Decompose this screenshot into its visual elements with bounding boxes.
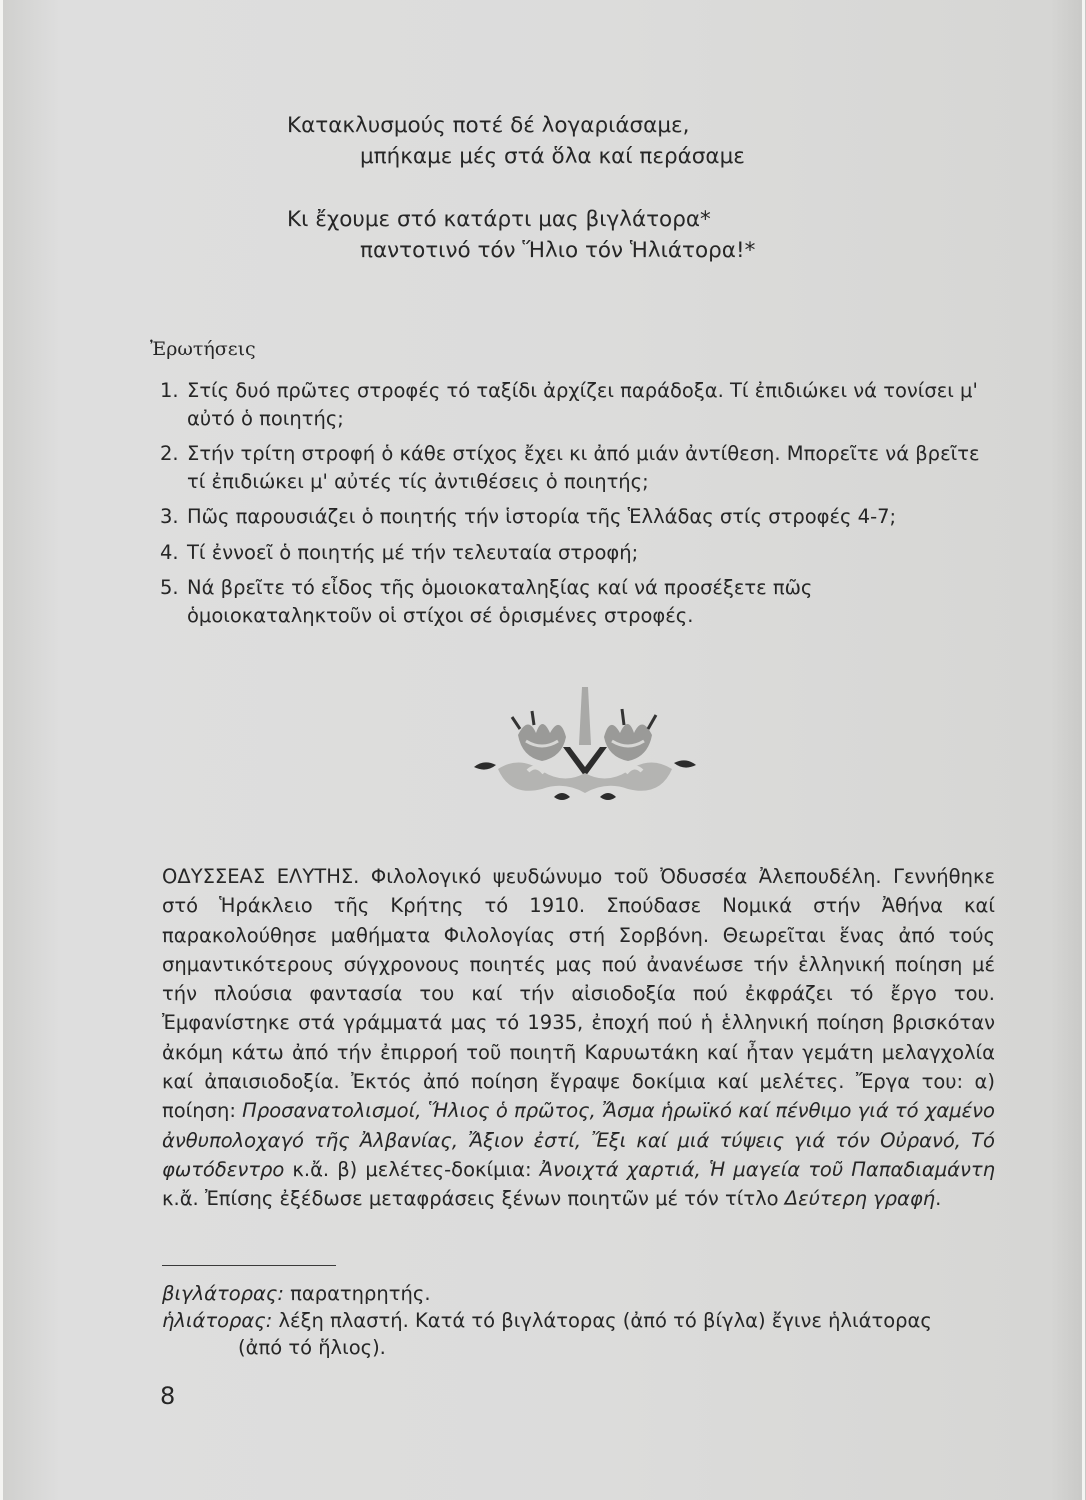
- footnote: [162, 1280, 1002, 1307]
- question-number: 2.: [160, 442, 179, 465]
- question-text: Στίς δυό πρῶτες στροφές τό ταξίδι ἀρχίζει παράδοξα. Τί ἐπιδιώκει νά τονίσει μ' αὐτό ὁ ποιητής;: [187, 379, 978, 430]
- poem-line: μπήκαμε μές στά ὅλα καί περάσαμε: [360, 144, 745, 169]
- footnote-divider: [162, 1265, 336, 1266]
- poem: [287, 110, 887, 266]
- footnote-term: ἡλιάτορας:: [162, 1309, 273, 1332]
- question-item: [160, 440, 990, 495]
- page-edge: [0, 0, 3, 1500]
- bio-text: .: [935, 1187, 942, 1211]
- poem-line: παντοτινό τόν Ἥλιο τόν Ἡλιάτορα!*: [360, 238, 756, 263]
- bio-text: κ.ἄ. β) μελέτες-δοκίμια:: [284, 1157, 540, 1181]
- page-edge: [1082, 0, 1085, 1500]
- poem-line: Κι ἔχουμε στό κατάρτι μας βιγλάτορα*: [287, 207, 711, 232]
- bio-works-essays: Ἀνοιχτά χαρτιά, Ἡ μαγεία τοῦ Παπαδιαμάντη: [539, 1157, 995, 1181]
- question-number: 5.: [160, 576, 179, 599]
- question-text: Νά βρεῖτε τό εἶδος τῆς ὁμοιοκαταληξίας καί νά προσέξετε πῶς ὁμοιοκαταληκτοῦν οἱ στίχοι σέ ὁρισμένες στροφές.: [187, 576, 813, 627]
- question-item: [160, 377, 990, 432]
- question-item: [160, 574, 990, 629]
- question-text: Τί ἐννοεῖ ὁ ποιητής μέ τήν τελευταία στροφή;: [187, 540, 639, 564]
- tulip-ornament-icon: [470, 685, 700, 815]
- footnotes: [162, 1280, 1002, 1361]
- bio-text: κ.ἄ. Ἐπίσης ἐξέδωσε μεταφράσεις ξένων ποιητῶν μέ τόν τίτλο: [162, 1187, 785, 1211]
- question-number: 1.: [160, 379, 179, 402]
- question-text: Πῶς παρουσιάζει ὁ ποιητής τήν ἱστορία τῆς Ἑλλάδας στίς στροφές 4-7;: [187, 505, 897, 528]
- biography: [162, 862, 995, 1214]
- poem-line: Κατακλυσμούς ποτέ δέ λογαριάσαμε,: [287, 113, 690, 138]
- question-item: [160, 503, 990, 531]
- bio-works-poetry: Προσανατολισμοί, Ἥλιος ὁ πρῶτος, Ἄσμα ἡρωϊκό καί πένθιμο γιά τό χαμένο ἀνθυπολοχαγό τῆς Ἀλβανίας, Ἄξιον ἐστί, Ἔξι καί μιά τύψεις γιά τόν Οὐρανό, Τό φωτόδεντρο: [162, 1099, 995, 1181]
- question-text: Στήν τρίτη στροφή ὁ κάθε στίχος ἔχει κι ἀπό μιάν ἀντίθεση. Μπορεῖτε νά βρεῖτε τί ἐπιδιώκει μ' αὐτές τίς ἀντιθέσεις ὁ ποιητής;: [187, 442, 980, 493]
- footnote-definition: λέξη πλαστή. Κατά τό βιγλάτορας (ἀπό τό βίγλα) ἔγινε ἡλιάτορας: [278, 1309, 932, 1332]
- questions-heading: Ἐρωτήσεις: [150, 338, 256, 360]
- question-item: [160, 539, 990, 567]
- bio-text: ΟΔΥΣΣΕΑΣ ΕΛΥΤΗΣ. Φιλολογικό ψευδώνυμο τοῦ Ὀδυσσέα Ἀλεπουδέλη. Γεννήθηκε στό Ἡράκλειο τῆς Κρήτης τό 1910. Σπούδασε Νομικά στήν Ἀθήνα καί παρακολούθησε μαθήματα Φιλολογίας στή Σορβόνη. Θεωρεῖται ἕνας ἀπό τούς σημαντικότερους σύγχρονους ποιητές μας πού ἀνανέωσε τήν ἑλληνική ποίηση μέ τήν πλούσια φαντασία του καί τήν αἰσιοδοξία πού ἐκφράζει τό ἔργο του. Ἐμφανίστηκε στά γράμματά μας τό 1935, ἐποχή πού ἡ ἑλληνική ποίηση βρισκόταν ἀκόμη κάτω ἀπό τήν ἐπιρροή τοῦ ποιητῆ Καρυωτάκη καί ἦταν γεμάτη μελαγχολία καί ἀπαισιοδοξία. Ἐκτός ἀπό ποίηση ἔγραψε δοκίμια καί μελέτες. Ἔργα του: α) ποίηση:: [162, 865, 995, 1123]
- question-number: 3.: [160, 505, 179, 528]
- footnote: [162, 1307, 1002, 1334]
- footnote-continuation: (ἀπό τό ἥλιος).: [238, 1336, 386, 1359]
- questions-list: [160, 377, 990, 637]
- footnote-definition: παρατηρητής.: [290, 1282, 431, 1305]
- bio-works-translations: Δεύτερη γραφή: [784, 1187, 936, 1211]
- question-number: 4.: [160, 540, 179, 564]
- page-number: 8: [160, 1382, 176, 1410]
- footnote-term: βιγλάτορας:: [162, 1282, 284, 1305]
